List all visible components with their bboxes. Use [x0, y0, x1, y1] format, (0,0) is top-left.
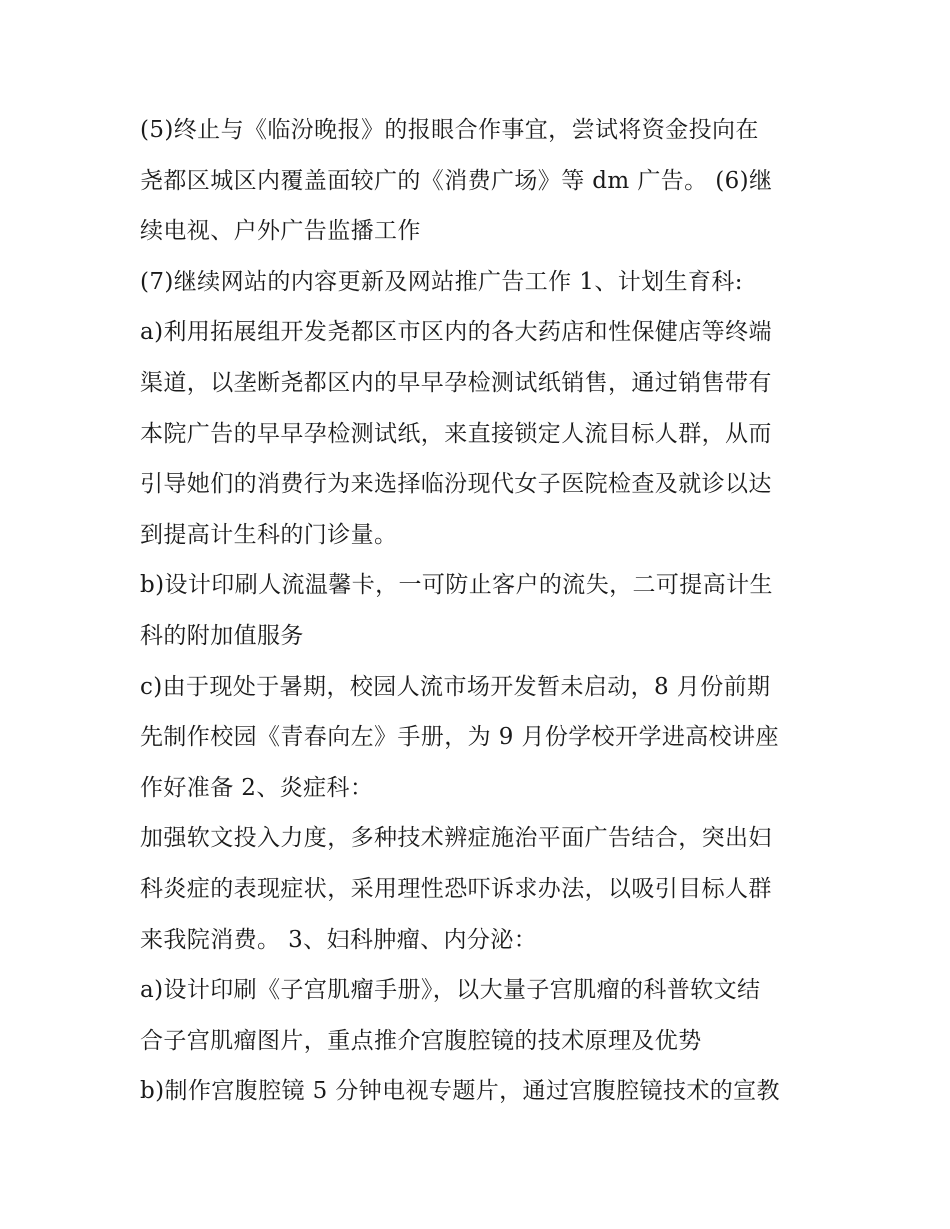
text-line: 来我院消费。 3、妇科肿瘤、内分泌： [140, 926, 538, 953]
text-line: 引导她们的消费行为来选择临汾现代女子医院检查及就诊以达 [140, 471, 772, 498]
text-line: (5)终止与《临汾晚报》的报眼合作事宜，尝试将资金投向在 [140, 117, 759, 143]
text-line: c)由于现处于暑期，校园人流市场开发暂未启动，8 月份前期 [140, 673, 771, 700]
text-line: 到提高计生科的门诊量。 [140, 521, 398, 548]
text-line: 本院广告的早早孕检测试纸，来直接锁定人流目标人群，从而 [140, 420, 772, 447]
text-line: 加强软文投入力度，多种技术辨症施治平面广告结合，突出妇 [140, 825, 772, 852]
text-line: 作好准备 2、炎症科： [140, 774, 374, 801]
text-line: 渠道，以垄断尧都区内的早早孕检测试纸销售，通过销售带有 [140, 369, 772, 396]
text-line: 尧都区城区内覆盖面较广的《消费广场》等 dm 广告。 (6)继 [140, 167, 773, 194]
text-line: (7)继续网站的内容更新及网站推广告工作 1、计划生育科: [140, 268, 743, 295]
text-line: a)设计印刷《子宫肌瘤手册》，以大量子宫肌瘤的科普软文结 [140, 977, 761, 1004]
text-line: 科炎症的表现症状，采用理性恐吓诉求办法，以吸引目标人群 [140, 875, 772, 902]
text-line: a)利用拓展组开发尧都区市区内的各大药店和性保健店等终端 [140, 319, 772, 346]
text-line: 续电视、户外广告监播工作 [140, 218, 421, 245]
text-line: b)制作宫腹腔镜 5 分钟电视专题片，通过宫腹腔镜技术的宣教 [140, 1078, 780, 1105]
text-line: 科的附加值服务 [140, 622, 304, 649]
text-line: 先制作校园《青春向左》手册，为 9 月份学校开学进高校讲座 [140, 724, 779, 751]
text-line: 合子宫肌瘤图片，重点推介宫腹腔镜的技术原理及优势 [140, 1027, 702, 1054]
document-body [140, 105, 820, 1117]
text-line: b)设计印刷人流温馨卡，一可防止客户的流失，二可提高计生 [140, 572, 773, 599]
